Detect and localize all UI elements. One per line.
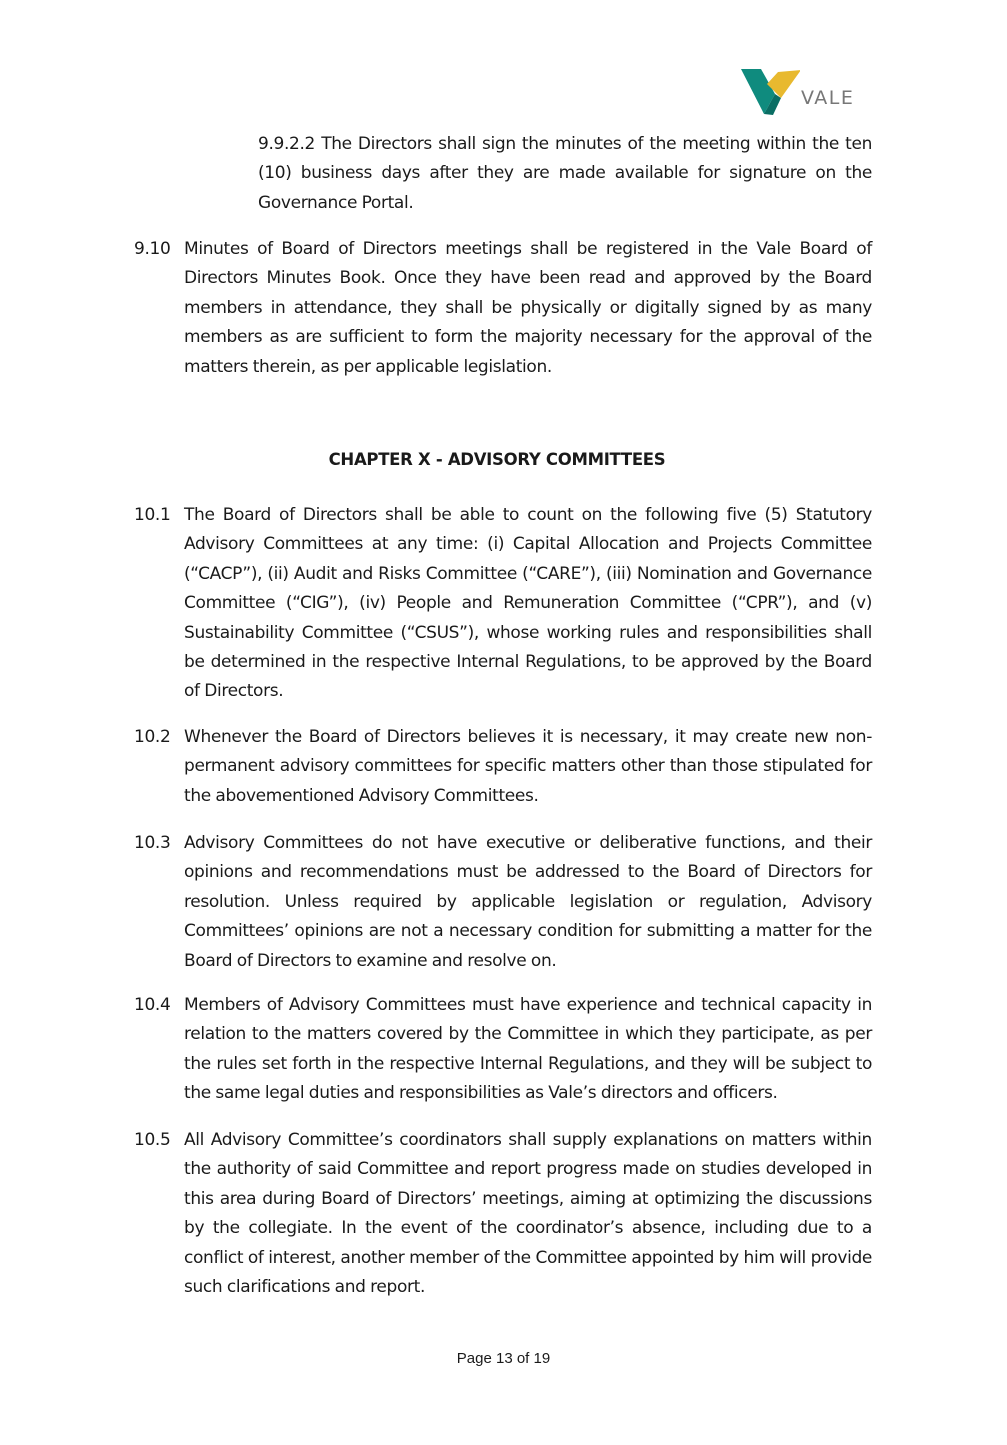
- clause-10-2: [134, 723, 872, 811]
- clause-number: 9.10: [134, 239, 171, 259]
- clause-number: 10.4: [134, 995, 171, 1015]
- clause-number: 10.1: [134, 505, 171, 525]
- clause-10-3: [134, 829, 872, 976]
- page-number-footer: Page 13 of 19: [456, 1350, 551, 1367]
- vale-logo-mark-icon: [740, 68, 800, 118]
- vale-logo: [740, 68, 860, 118]
- clause-9-10: [134, 235, 872, 382]
- clause-text: Members of Advisory Committees must have experience and technical capacity in relation to the matters covered by the Committee in which they participate, as per the rules set forth in the respective Internal Regulations, and they will be subject to the same legal duties and responsibilities as Vale’s directors and officers.: [184, 995, 872, 1104]
- clause-text: The Board of Directors shall be able to count on the following five (5) Statutory Advisory Committees at any time: (i) Capital Allocation and Projects Committee (“CACP”), (ii) Audit and Risks Committee (“CARE”), (iii) Nomination and Governance Committee (“CIG”), (iv) People and Remuneration Committee (“CPR”), and (v) Sustainability Committee (“CSUS”), whose working rules and responsibilities shall be determined in the respective Internal Regulations, to be approved by the Board of Directors.: [184, 505, 872, 702]
- clause-text: Whenever the Board of Directors believes it is necessary, it may create new non-permanent advisory committees for specific matters other than those stipulated for the abovementioned Advisory Committees.: [184, 727, 872, 806]
- clause-number: 10.5: [134, 1130, 171, 1150]
- clause-text: Advisory Committees do not have executive or deliberative functions, and their opinions and recommendations must be addressed to the Board of Directors for resolution. Unless required by applicable legislation or regulation, Advisory Committees’ opinions are not a necessary condition for submitting a matter for the Board of Directors to examine and resolve on.: [184, 833, 872, 971]
- sub-clause-9-9-2-2: 9.9.2.2 The Directors shall sign the minutes of the meeting within the ten (10) business days after they are made available for signature on the Governance Portal.: [258, 134, 872, 213]
- clause-number: 10.3: [134, 833, 171, 853]
- clause-text: All Advisory Committee’s coordinators shall supply explanations on matters within the authority of said Committee and report progress made on studies developed in this area during Board of Directors’ meetings, aiming at optimizing the discussions by the collegiate. In the event of the coordinator’s absence, including due to a conflict of interest, another member of the Committee appointed by him will provide such clarifications and report.: [184, 1130, 872, 1298]
- clause-number: 10.2: [134, 727, 171, 747]
- clause-10-5: [134, 1126, 872, 1302]
- clause-10-4: [134, 991, 872, 1109]
- chapter-heading: CHAPTER X - ADVISORY COMMITTEES: [328, 450, 666, 469]
- clause-10-1: [134, 501, 872, 707]
- clause-text: Minutes of Board of Directors meetings shall be registered in the Vale Board of Directors Minutes Book. Once they have been read and approved by the Board members in attendance, they shall be physically or digitally signed by as many members as are sufficient to form the majority necessary for the approval of the matters therein, as per applicable legislation.: [184, 239, 872, 377]
- vale-logo-text: VALE: [801, 87, 855, 109]
